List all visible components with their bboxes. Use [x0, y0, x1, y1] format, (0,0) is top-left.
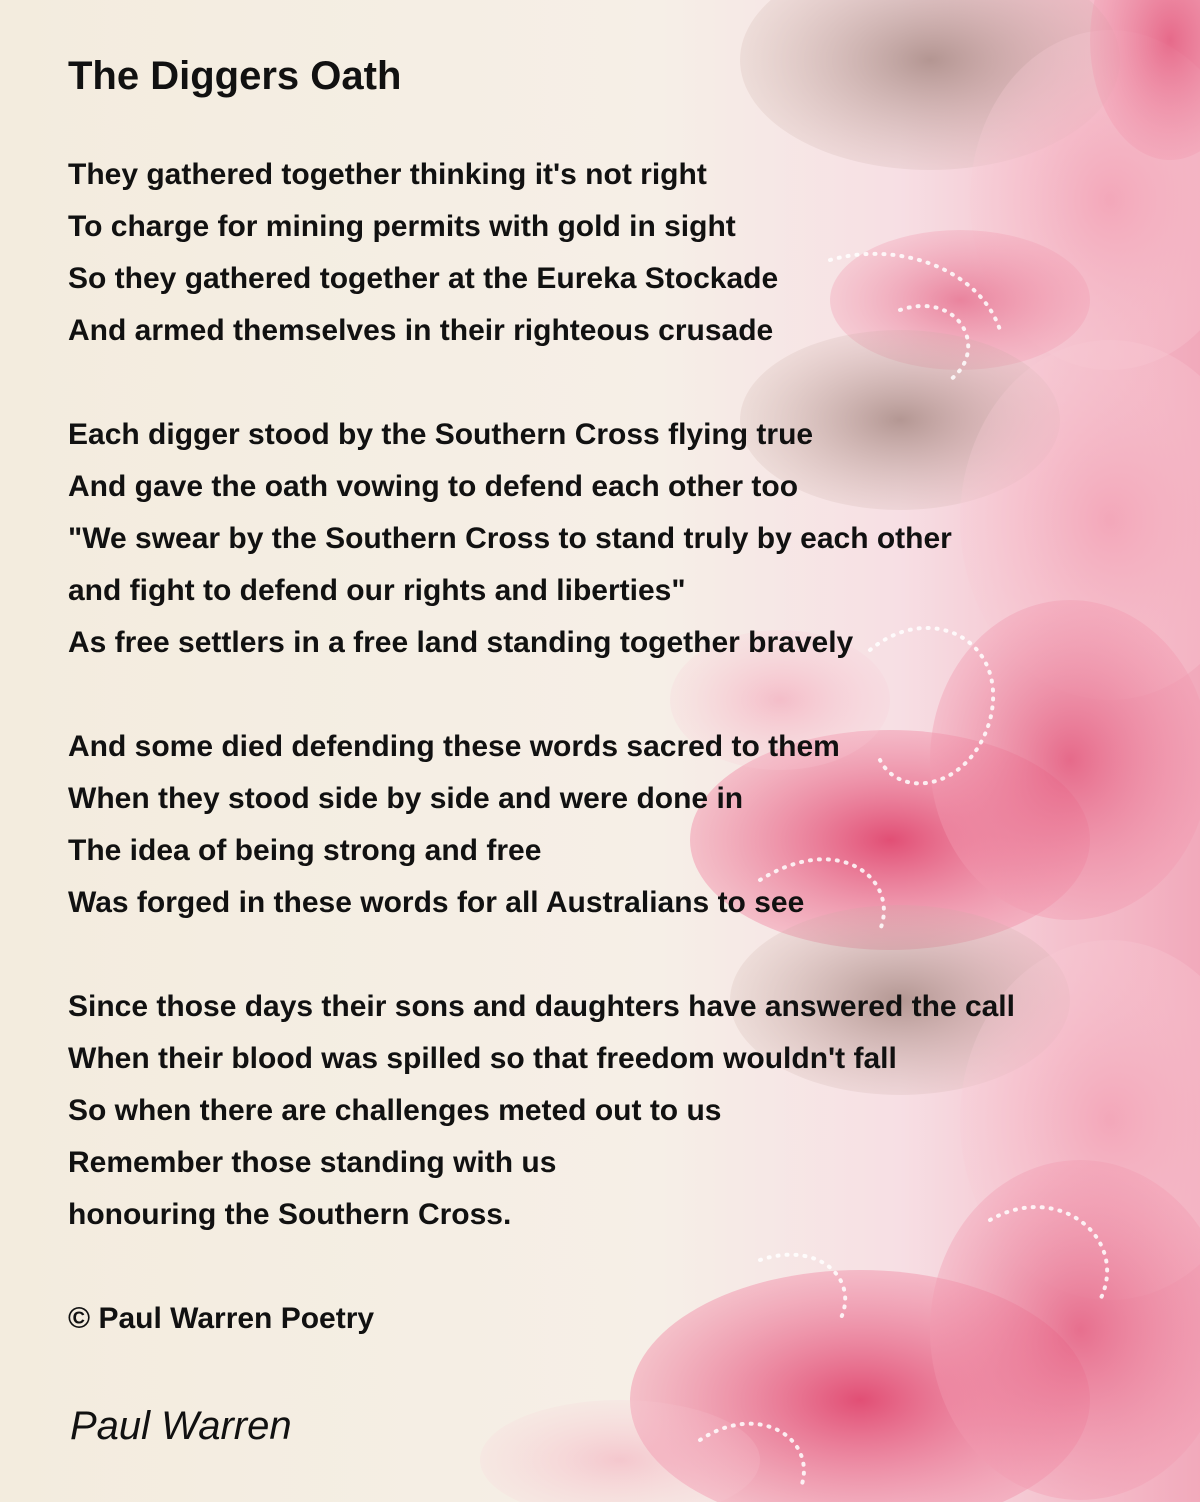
author-name: Paul Warren: [70, 1404, 292, 1448]
poem-line: Remember those standing with us: [68, 1146, 557, 1179]
stanza: [68, 721, 1168, 929]
poem-line: And gave the oath vowing to defend each other too: [68, 470, 799, 503]
poem-line: And armed themselves in their righteous crusade: [68, 314, 774, 347]
poem-line: To charge for mining permits with gold in sight: [68, 210, 736, 243]
poem-line: Was forged in these words for all Australians to see: [68, 886, 805, 919]
poem-line: So they gathered together at the Eureka Stockade: [68, 262, 779, 295]
poem-line: When they stood side by side and were done in: [68, 782, 744, 815]
poem-stanzas: [68, 149, 1168, 1241]
poem-line: Since those days their sons and daughters have answered the call: [68, 990, 1015, 1023]
stanza: [68, 149, 1168, 357]
poem-line: As free settlers in a free land standing together bravely: [68, 626, 854, 659]
stanza: [68, 981, 1168, 1241]
stanza: [68, 409, 1168, 669]
poem-line: They gathered together thinking it's not right: [68, 158, 707, 191]
poem-line: When their blood was spilled so that freedom wouldn't fall: [68, 1042, 897, 1075]
poem-line: The idea of being strong and free: [68, 834, 542, 867]
poem-line: honouring the Southern Cross.: [68, 1198, 512, 1231]
poem-title: The Diggers Oath: [68, 54, 402, 98]
poem-line: and fight to defend our rights and liberties": [68, 574, 686, 607]
poem-line: "We swear by the Southern Cross to stand truly by each other: [68, 522, 952, 555]
poem: [68, 50, 1168, 1345]
poem-line: So when there are challenges meted out to us: [68, 1094, 722, 1127]
poem-line: And some died defending these words sacred to them: [68, 730, 840, 763]
copyright-notice: © Paul Warren Poetry: [68, 1302, 375, 1335]
poem-line: Each digger stood by the Southern Cross flying true: [68, 418, 814, 451]
